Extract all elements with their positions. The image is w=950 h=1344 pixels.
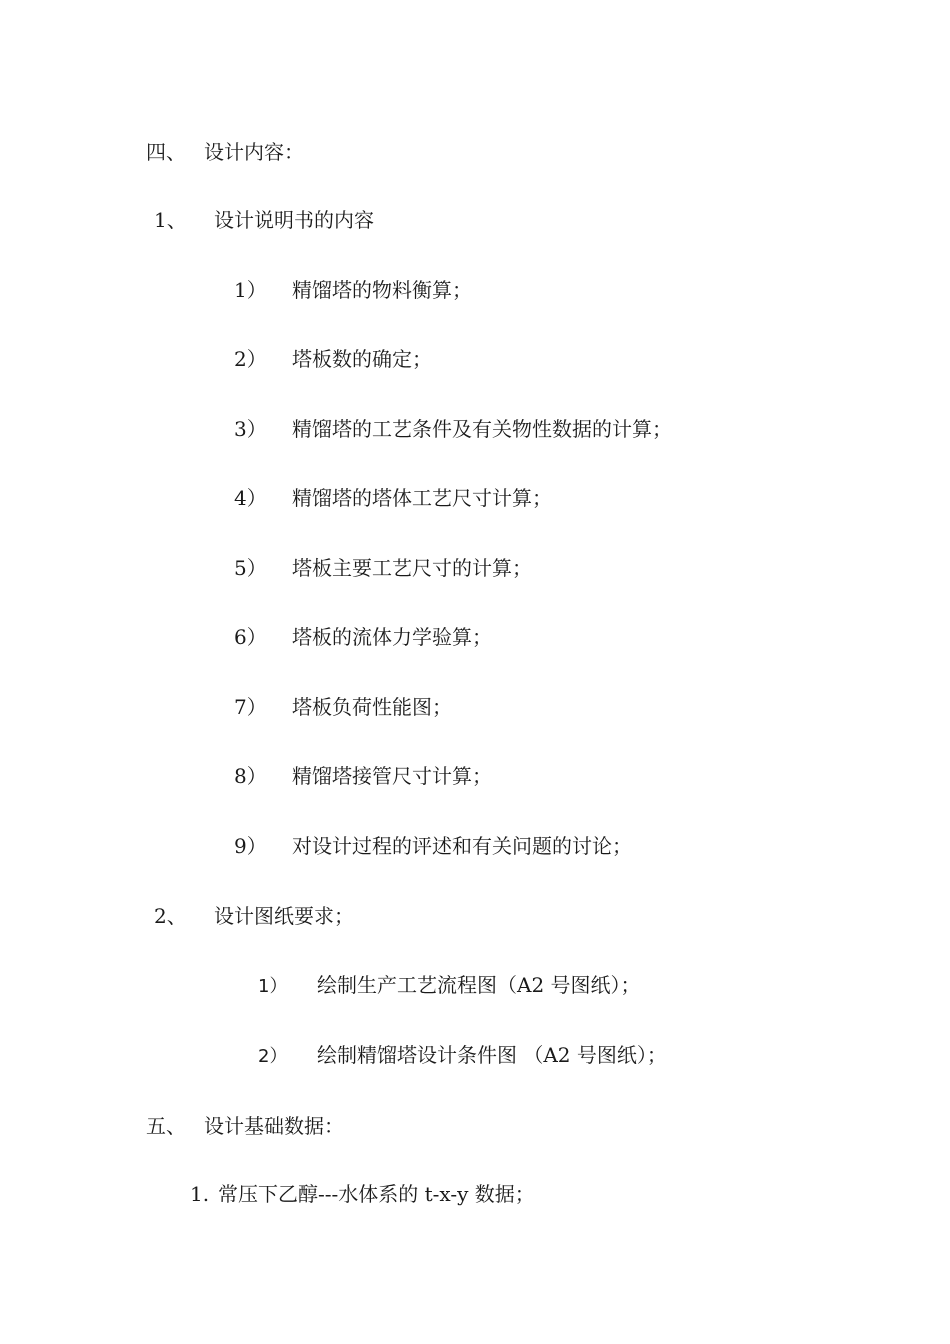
- list-item-text: 塔板的流体力学验算；: [292, 625, 492, 649]
- list-item: [234, 764, 492, 788]
- list-item: [234, 695, 452, 719]
- drawing-requirement-item: [258, 1043, 667, 1069]
- list-item-number: 1.: [190, 1182, 210, 1206]
- list-item-number: 4）: [234, 486, 267, 510]
- list-item-text: 精馏塔的塔体工艺尺寸计算；: [292, 486, 552, 510]
- subsection-title: 设计说明书的内容: [214, 208, 374, 232]
- subsection-number: 1、: [154, 208, 187, 232]
- list-item-number: 2）: [258, 1046, 288, 1067]
- subsection-number: 2、: [154, 904, 187, 928]
- list-item: [234, 278, 472, 302]
- list-item-number: 3）: [234, 417, 267, 441]
- subsection-title: 设计图纸要求；: [214, 904, 354, 928]
- list-item-number: 8）: [234, 764, 267, 788]
- list-item: [234, 347, 432, 371]
- list-item-text: 绘制生产工艺流程图（A2 号图纸）；: [317, 973, 641, 997]
- list-item: [234, 834, 632, 858]
- list-item-number: 1）: [234, 278, 267, 302]
- list-item-text: 塔板主要工艺尺寸的计算；: [292, 556, 532, 580]
- section-heading-5: [146, 1114, 344, 1138]
- list-item-text: 塔板数的确定；: [292, 347, 432, 371]
- list-item-number: 5）: [234, 556, 267, 580]
- list-item-text: 对设计过程的评述和有关问题的讨论；: [292, 834, 632, 858]
- subsection-heading-2: [154, 904, 354, 928]
- list-item-number: 7）: [234, 695, 267, 719]
- section-heading-4: [146, 140, 304, 164]
- list-item-text: 精馏塔接管尺寸计算；: [292, 764, 492, 788]
- section-title: 设计基础数据：: [204, 1114, 344, 1138]
- list-item-text: 精馏塔的工艺条件及有关物性数据的计算；: [292, 417, 672, 441]
- section-number: 四、: [146, 140, 186, 164]
- list-item-text: 绘制精馏塔设计条件图 （A2 号图纸）；: [317, 1043, 667, 1067]
- drawing-requirement-item: [258, 973, 641, 999]
- list-item-text: 塔板负荷性能图；: [292, 695, 452, 719]
- list-item: [234, 625, 492, 649]
- list-item-number: 1）: [258, 976, 288, 997]
- list-item-text: 常压下乙醇---水体系的 t-x-y 数据；: [218, 1182, 535, 1206]
- data-item: [190, 1182, 535, 1206]
- list-item: [234, 556, 532, 580]
- list-item-number: 9）: [234, 834, 267, 858]
- subsection-heading-1: [154, 208, 374, 232]
- list-item-text: 精馏塔的物料衡算；: [292, 278, 472, 302]
- section-number: 五、: [146, 1114, 186, 1138]
- list-item-number: 6）: [234, 625, 267, 649]
- list-item: [234, 486, 552, 510]
- section-title: 设计内容：: [204, 140, 304, 164]
- list-item: [234, 417, 672, 441]
- list-item-number: 2）: [234, 347, 267, 371]
